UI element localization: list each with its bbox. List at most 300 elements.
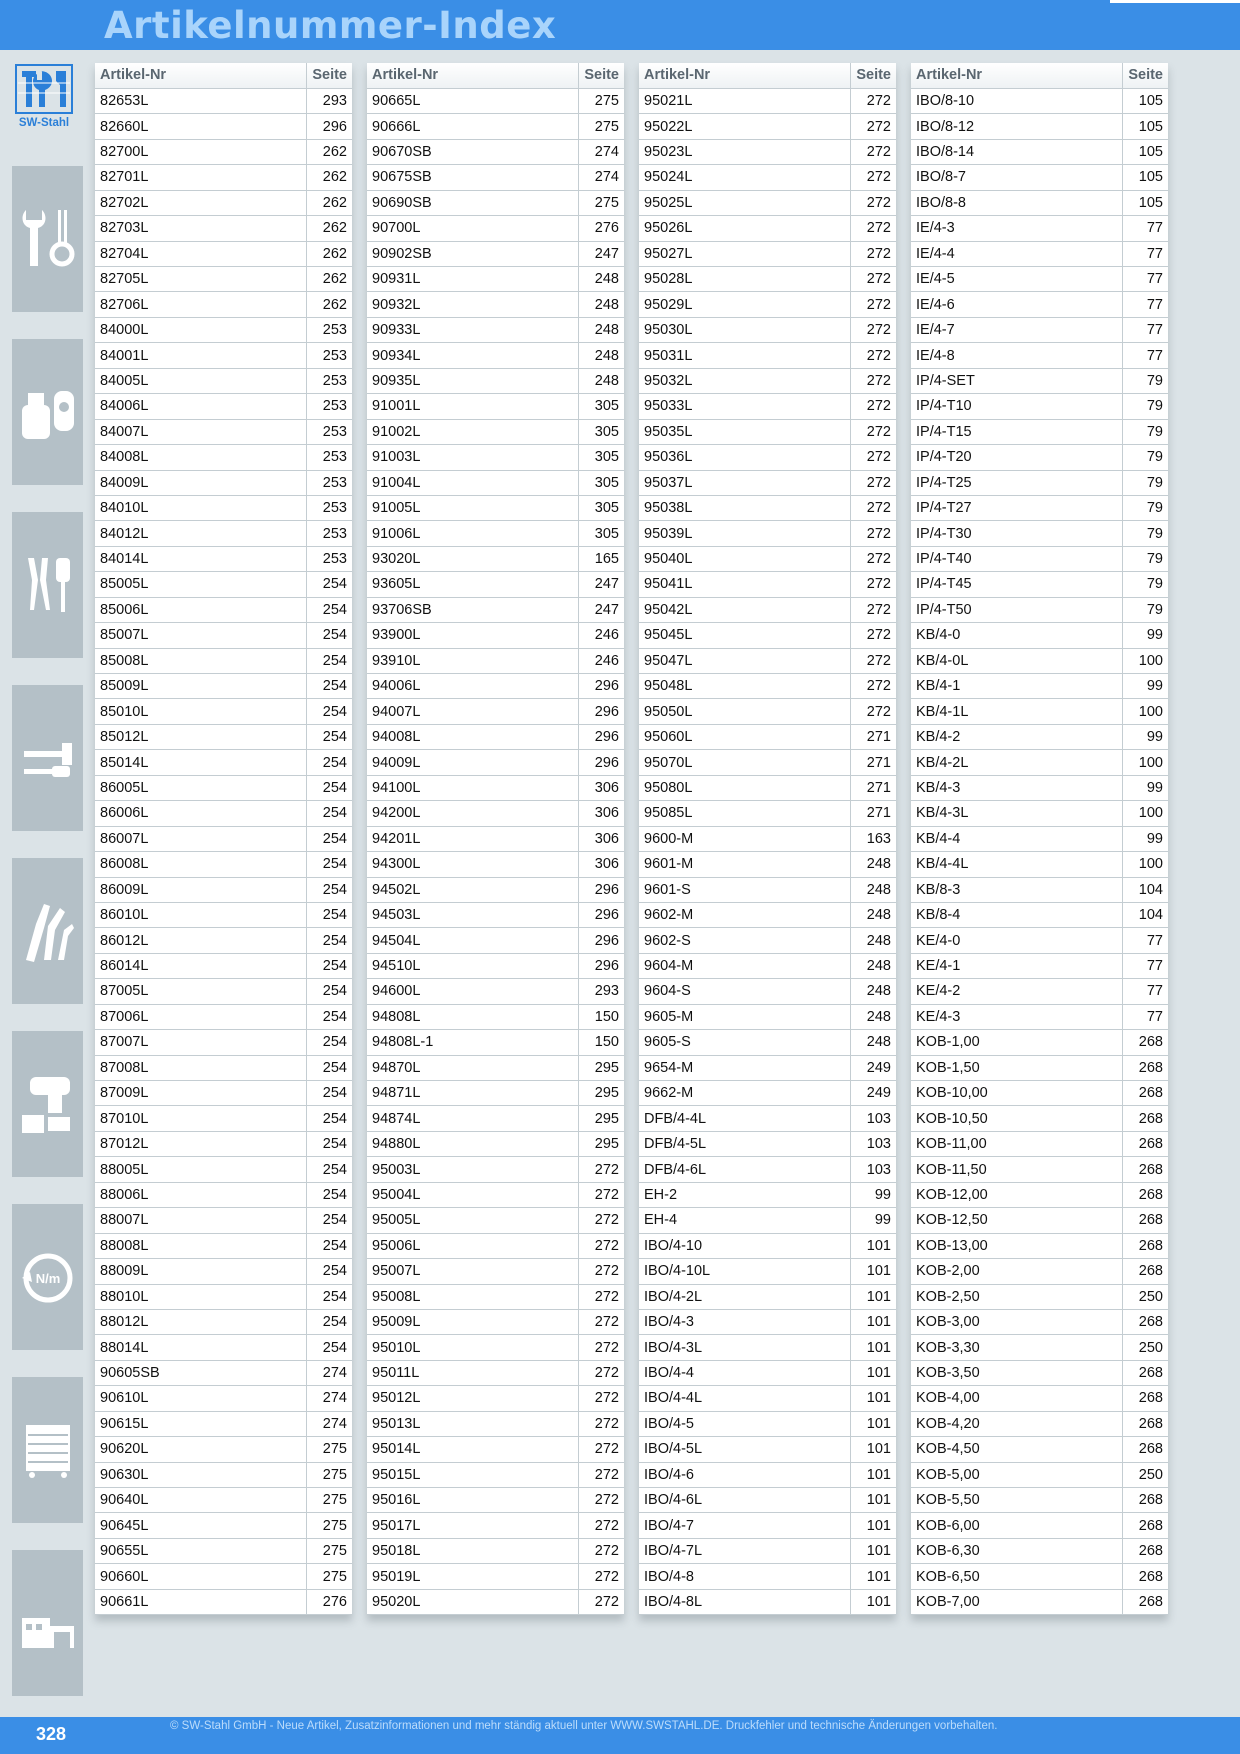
page-reference: 272 [850, 572, 896, 597]
page-reference: 101 [850, 1437, 896, 1462]
article-number: 84007L [95, 419, 306, 444]
article-number: IE/4-5 [911, 267, 1122, 292]
article-number: 93605L [367, 572, 578, 597]
page-reference: 150 [578, 1030, 624, 1055]
index-table [911, 63, 1168, 1615]
table-row [639, 292, 896, 317]
page-title: Artikelnummer-Index [104, 4, 557, 47]
article-number: 94871L [367, 1081, 578, 1106]
category-tile-torque[interactable] [12, 1204, 83, 1350]
page-reference: 250 [1122, 1462, 1168, 1487]
article-number: 85009L [95, 674, 306, 699]
category-tile-pliers[interactable] [12, 858, 83, 1004]
column-header-artikel-nr: Artikel-Nr [639, 63, 850, 88]
table-row [911, 1055, 1168, 1080]
table-row [639, 1437, 896, 1462]
page-reference: 262 [306, 190, 352, 215]
article-number: 9600-M [639, 826, 850, 851]
article-number: 93910L [367, 648, 578, 673]
article-number: KE/4-0 [911, 928, 1122, 953]
page-reference: 253 [306, 419, 352, 444]
article-number: 95030L [639, 317, 850, 342]
article-number: KOB-12,50 [911, 1208, 1122, 1233]
article-number: 94006L [367, 674, 578, 699]
table-header-row [367, 63, 624, 88]
article-number: 94510L [367, 953, 578, 978]
page-reference: 248 [850, 979, 896, 1004]
table-row [639, 1106, 896, 1131]
article-number: IBO/8-7 [911, 165, 1122, 190]
table-row [367, 852, 624, 877]
article-number: KOB-6,50 [911, 1564, 1122, 1589]
table-row [639, 241, 896, 266]
article-number: 88010L [95, 1284, 306, 1309]
table-row [911, 1411, 1168, 1436]
table-row [95, 495, 352, 520]
table-row [95, 1030, 352, 1055]
article-number: 85014L [95, 750, 306, 775]
page-reference: 272 [578, 1462, 624, 1487]
table-row [639, 674, 896, 699]
article-number: 84008L [95, 445, 306, 470]
page-reference: 275 [306, 1462, 352, 1487]
index-table-4 [911, 63, 1168, 1615]
page-reference: 101 [850, 1284, 896, 1309]
page-reference: 272 [578, 1411, 624, 1436]
article-number: 95013L [367, 1411, 578, 1436]
article-number: 82700L [95, 139, 306, 164]
article-number: KOB-6,00 [911, 1513, 1122, 1538]
page-reference: 272 [850, 114, 896, 139]
table-row [911, 1208, 1168, 1233]
article-number: 9602-S [639, 928, 850, 953]
page-reference: 101 [850, 1564, 896, 1589]
article-number: 95005L [367, 1208, 578, 1233]
table-row [367, 1004, 624, 1029]
article-number: 86005L [95, 775, 306, 800]
article-number: 94300L [367, 852, 578, 877]
page-reference: 99 [850, 1182, 896, 1207]
page-reference: 268 [1122, 1386, 1168, 1411]
page-reference: 272 [850, 470, 896, 495]
table-row [911, 470, 1168, 495]
article-number: KOB-10,50 [911, 1106, 1122, 1131]
article-number: 91001L [367, 394, 578, 419]
page-reference: 272 [850, 216, 896, 241]
page-reference: 103 [850, 1157, 896, 1182]
article-number: 9602-M [639, 902, 850, 927]
page-reference: 247 [578, 241, 624, 266]
page-reference: 296 [578, 750, 624, 775]
page-reference: 253 [306, 470, 352, 495]
page-reference: 254 [306, 572, 352, 597]
table-row [367, 1462, 624, 1487]
table-row [367, 928, 624, 953]
table-row [367, 1157, 624, 1182]
table-row [95, 190, 352, 215]
page-reference: 100 [1122, 801, 1168, 826]
header-accent-strip [1110, 0, 1240, 3]
column-header-seite: Seite [306, 63, 352, 88]
table-row [95, 852, 352, 877]
article-number: 87009L [95, 1081, 306, 1106]
article-number: 90620L [95, 1437, 306, 1462]
article-number: 82660L [95, 114, 306, 139]
article-number: KB/4-0 [911, 623, 1122, 648]
page-reference: 268 [1122, 1233, 1168, 1258]
table-row [639, 419, 896, 444]
page-reference: 253 [306, 317, 352, 342]
page-reference: 296 [578, 877, 624, 902]
table-row [95, 317, 352, 342]
table-row [639, 1182, 896, 1207]
page-reference: 268 [1122, 1360, 1168, 1385]
page-reference: 274 [306, 1360, 352, 1385]
table-row [95, 724, 352, 749]
page-reference: 254 [306, 1335, 352, 1360]
article-number: 84014L [95, 546, 306, 571]
table-row [367, 495, 624, 520]
page-reference: 254 [306, 1233, 352, 1258]
page-reference: 254 [306, 648, 352, 673]
article-number: IP/4-T15 [911, 419, 1122, 444]
page-reference: 254 [306, 877, 352, 902]
article-number: 90665L [367, 88, 578, 113]
page-reference: 305 [578, 495, 624, 520]
page-reference: 272 [578, 1157, 624, 1182]
article-number: IP/4-T25 [911, 470, 1122, 495]
page-reference: 99 [1122, 674, 1168, 699]
article-number: KOB-1,00 [911, 1030, 1122, 1055]
page-reference: 101 [850, 1462, 896, 1487]
table-row [95, 902, 352, 927]
article-number: IBO/4-10 [639, 1233, 850, 1258]
table-header-row [911, 63, 1168, 88]
page-reference: 79 [1122, 419, 1168, 444]
article-number: 95012L [367, 1386, 578, 1411]
article-number: 90933L [367, 317, 578, 342]
article-number: 88007L [95, 1208, 306, 1233]
article-number: IP/4-SET [911, 368, 1122, 393]
article-number: KOB-13,00 [911, 1233, 1122, 1258]
page-reference: 253 [306, 546, 352, 571]
table-row [95, 114, 352, 139]
page-reference: 250 [1122, 1284, 1168, 1309]
table-row [639, 267, 896, 292]
article-number: 86009L [95, 877, 306, 902]
table-row [911, 368, 1168, 393]
article-number: 90610L [95, 1386, 306, 1411]
table-row [95, 801, 352, 826]
article-number: 95080L [639, 775, 850, 800]
page-reference: 268 [1122, 1564, 1168, 1589]
article-number: KOB-2,50 [911, 1284, 1122, 1309]
article-number: IBO/4-4 [639, 1360, 850, 1385]
article-number: KB/8-4 [911, 902, 1122, 927]
page-reference: 275 [306, 1513, 352, 1538]
table-row [367, 1538, 624, 1563]
table-row [95, 928, 352, 953]
page-reference: 254 [306, 775, 352, 800]
index-table [367, 63, 624, 1615]
index-table [639, 63, 896, 1615]
table-row [911, 317, 1168, 342]
table-row [911, 1437, 1168, 1462]
table-row [367, 1131, 624, 1156]
article-number: IBO/4-5 [639, 1411, 850, 1436]
table-row [95, 953, 352, 978]
article-number: 82701L [95, 165, 306, 190]
page-reference: 296 [578, 902, 624, 927]
table-row [639, 368, 896, 393]
column-header-artikel-nr: Artikel-Nr [367, 63, 578, 88]
page-reference: 306 [578, 826, 624, 851]
article-number: 9605-S [639, 1030, 850, 1055]
article-number: 95020L [367, 1589, 578, 1614]
article-number: 85006L [95, 597, 306, 622]
category-tile-wrenches[interactable] [12, 166, 83, 312]
article-number: 95060L [639, 724, 850, 749]
page-reference: 296 [578, 699, 624, 724]
article-number: 84000L [95, 317, 306, 342]
table-row [367, 241, 624, 266]
article-number: 95021L [639, 88, 850, 113]
article-number: 95007L [367, 1259, 578, 1284]
article-number: 95070L [639, 750, 850, 775]
page-reference: 272 [850, 699, 896, 724]
table-row [367, 368, 624, 393]
article-number: 85008L [95, 648, 306, 673]
article-number: IBO/4-8L [639, 1589, 850, 1614]
article-number: DFB/4-5L [639, 1131, 850, 1156]
page-reference: 272 [578, 1589, 624, 1614]
table-row [639, 1081, 896, 1106]
article-number: IE/4-6 [911, 292, 1122, 317]
article-number: IBO/8-8 [911, 190, 1122, 215]
page-reference: 272 [578, 1284, 624, 1309]
page-reference: 274 [578, 165, 624, 190]
column-header-seite: Seite [850, 63, 896, 88]
article-number: 90660L [95, 1564, 306, 1589]
table-row [367, 674, 624, 699]
page-reference: 254 [306, 1055, 352, 1080]
page-reference: 274 [306, 1411, 352, 1436]
article-number: 88012L [95, 1309, 306, 1334]
category-tile-tools[interactable] [12, 685, 83, 831]
page-reference: 272 [850, 546, 896, 571]
category-tile-cabinets[interactable] [12, 1377, 83, 1523]
table-row [639, 750, 896, 775]
article-number: KOB-1,50 [911, 1055, 1122, 1080]
article-number: 95009L [367, 1309, 578, 1334]
page-reference: 103 [850, 1106, 896, 1131]
page-reference: 272 [578, 1309, 624, 1334]
page-reference: 272 [850, 241, 896, 266]
article-number: KE/4-1 [911, 953, 1122, 978]
article-number: 95025L [639, 190, 850, 215]
table-row [639, 1513, 896, 1538]
article-number: 82706L [95, 292, 306, 317]
article-number: 95016L [367, 1488, 578, 1513]
article-number: 95048L [639, 674, 850, 699]
article-number: 88005L [95, 1157, 306, 1182]
table-row [911, 1233, 1168, 1258]
table-row [95, 1513, 352, 1538]
page-reference: 268 [1122, 1030, 1168, 1055]
table-row [639, 88, 896, 113]
table-row [639, 317, 896, 342]
table-row [95, 216, 352, 241]
page-reference: 248 [578, 317, 624, 342]
article-number: IP/4-T50 [911, 597, 1122, 622]
page-reference: 254 [306, 674, 352, 699]
article-number: IP/4-T20 [911, 445, 1122, 470]
table-row [367, 699, 624, 724]
page-reference: 254 [306, 928, 352, 953]
page-reference: 272 [578, 1208, 624, 1233]
table-row [911, 648, 1168, 673]
table-row [95, 1284, 352, 1309]
article-number: IBO/4-7 [639, 1513, 850, 1538]
table-row [911, 572, 1168, 597]
article-number: 86014L [95, 953, 306, 978]
page-reference: 272 [850, 267, 896, 292]
article-number: 94007L [367, 699, 578, 724]
table-row [639, 546, 896, 571]
page-reference: 100 [1122, 750, 1168, 775]
page-reference: 275 [306, 1437, 352, 1462]
table-row [639, 979, 896, 1004]
article-number: 85005L [95, 572, 306, 597]
table-row [911, 750, 1168, 775]
table-row [367, 1208, 624, 1233]
table-row [95, 267, 352, 292]
page-reference: 272 [578, 1233, 624, 1258]
table-row [639, 521, 896, 546]
table-row [911, 241, 1168, 266]
page-reference: 254 [306, 1131, 352, 1156]
page-reference: 295 [578, 1055, 624, 1080]
table-row [367, 1284, 624, 1309]
article-number: 95036L [639, 445, 850, 470]
table-row [95, 343, 352, 368]
table-row [95, 877, 352, 902]
article-number: KOB-3,00 [911, 1309, 1122, 1334]
article-number: 95023L [639, 139, 850, 164]
table-row [639, 775, 896, 800]
table-row [367, 165, 624, 190]
table-row [95, 445, 352, 470]
table-row [639, 852, 896, 877]
article-number: 82704L [95, 241, 306, 266]
article-number: KB/4-2L [911, 750, 1122, 775]
article-number: 95004L [367, 1182, 578, 1207]
article-number: 95085L [639, 801, 850, 826]
article-number: 94201L [367, 826, 578, 851]
table-row [95, 394, 352, 419]
page-reference: 248 [578, 368, 624, 393]
table-row [639, 648, 896, 673]
page-reference: 250 [1122, 1335, 1168, 1360]
page-reference: 248 [578, 267, 624, 292]
table-row [95, 521, 352, 546]
article-number: 90640L [95, 1488, 306, 1513]
table-row [95, 1360, 352, 1385]
page-reference: 101 [850, 1233, 896, 1258]
table-row [911, 1182, 1168, 1207]
table-row [367, 1360, 624, 1385]
category-tile-sockets[interactable] [12, 339, 83, 485]
page-reference: 105 [1122, 165, 1168, 190]
article-number: KOB-5,00 [911, 1462, 1122, 1487]
category-tile-workshop[interactable] [12, 1550, 83, 1696]
article-number: KOB-7,00 [911, 1589, 1122, 1614]
table-row [911, 267, 1168, 292]
article-number: 90666L [367, 114, 578, 139]
page-reference: 272 [850, 674, 896, 699]
page-reference: 276 [306, 1589, 352, 1614]
article-number: 84012L [95, 521, 306, 546]
article-number: 90675SB [367, 165, 578, 190]
table-row [367, 1386, 624, 1411]
table-row [639, 394, 896, 419]
page-reference: 268 [1122, 1538, 1168, 1563]
table-row [367, 1335, 624, 1360]
category-tile-pliers-screwdrivers[interactable] [12, 512, 83, 658]
article-number: IBO/4-2L [639, 1284, 850, 1309]
table-row [911, 419, 1168, 444]
page-reference: 272 [850, 190, 896, 215]
table-row [911, 1004, 1168, 1029]
table-row [95, 1386, 352, 1411]
article-number: KOB-10,00 [911, 1081, 1122, 1106]
article-number: 84009L [95, 470, 306, 495]
table-row [95, 139, 352, 164]
page-reference: 272 [578, 1538, 624, 1563]
article-number: KOB-5,50 [911, 1488, 1122, 1513]
article-number: 95047L [639, 648, 850, 673]
page-reference: 254 [306, 1182, 352, 1207]
article-number: IBO/4-8 [639, 1564, 850, 1589]
article-number: 95019L [367, 1564, 578, 1589]
impact-wrench-icon [18, 1069, 78, 1139]
article-number: KB/4-0L [911, 648, 1122, 673]
article-number: KB/4-4L [911, 852, 1122, 877]
page-reference: 253 [306, 368, 352, 393]
article-number: 90615L [95, 1411, 306, 1436]
page-reference: 104 [1122, 902, 1168, 927]
page-reference: 296 [578, 674, 624, 699]
table-header-row [95, 63, 352, 88]
article-number: 84005L [95, 368, 306, 393]
page-reference: 103 [850, 1131, 896, 1156]
table-row [367, 597, 624, 622]
article-number: 95006L [367, 1233, 578, 1258]
table-row [639, 1411, 896, 1436]
page-reference: 79 [1122, 546, 1168, 571]
article-number: 90655L [95, 1538, 306, 1563]
article-number: 90902SB [367, 241, 578, 266]
table-row [911, 826, 1168, 851]
svg-text:N/m: N/m [35, 1271, 60, 1286]
table-row [911, 1081, 1168, 1106]
article-number: KOB-12,00 [911, 1182, 1122, 1207]
table-row [95, 1233, 352, 1258]
category-tile-impact-wrenches[interactable] [12, 1031, 83, 1177]
page-reference: 77 [1122, 953, 1168, 978]
article-number: 95014L [367, 1437, 578, 1462]
page-reference: 253 [306, 343, 352, 368]
